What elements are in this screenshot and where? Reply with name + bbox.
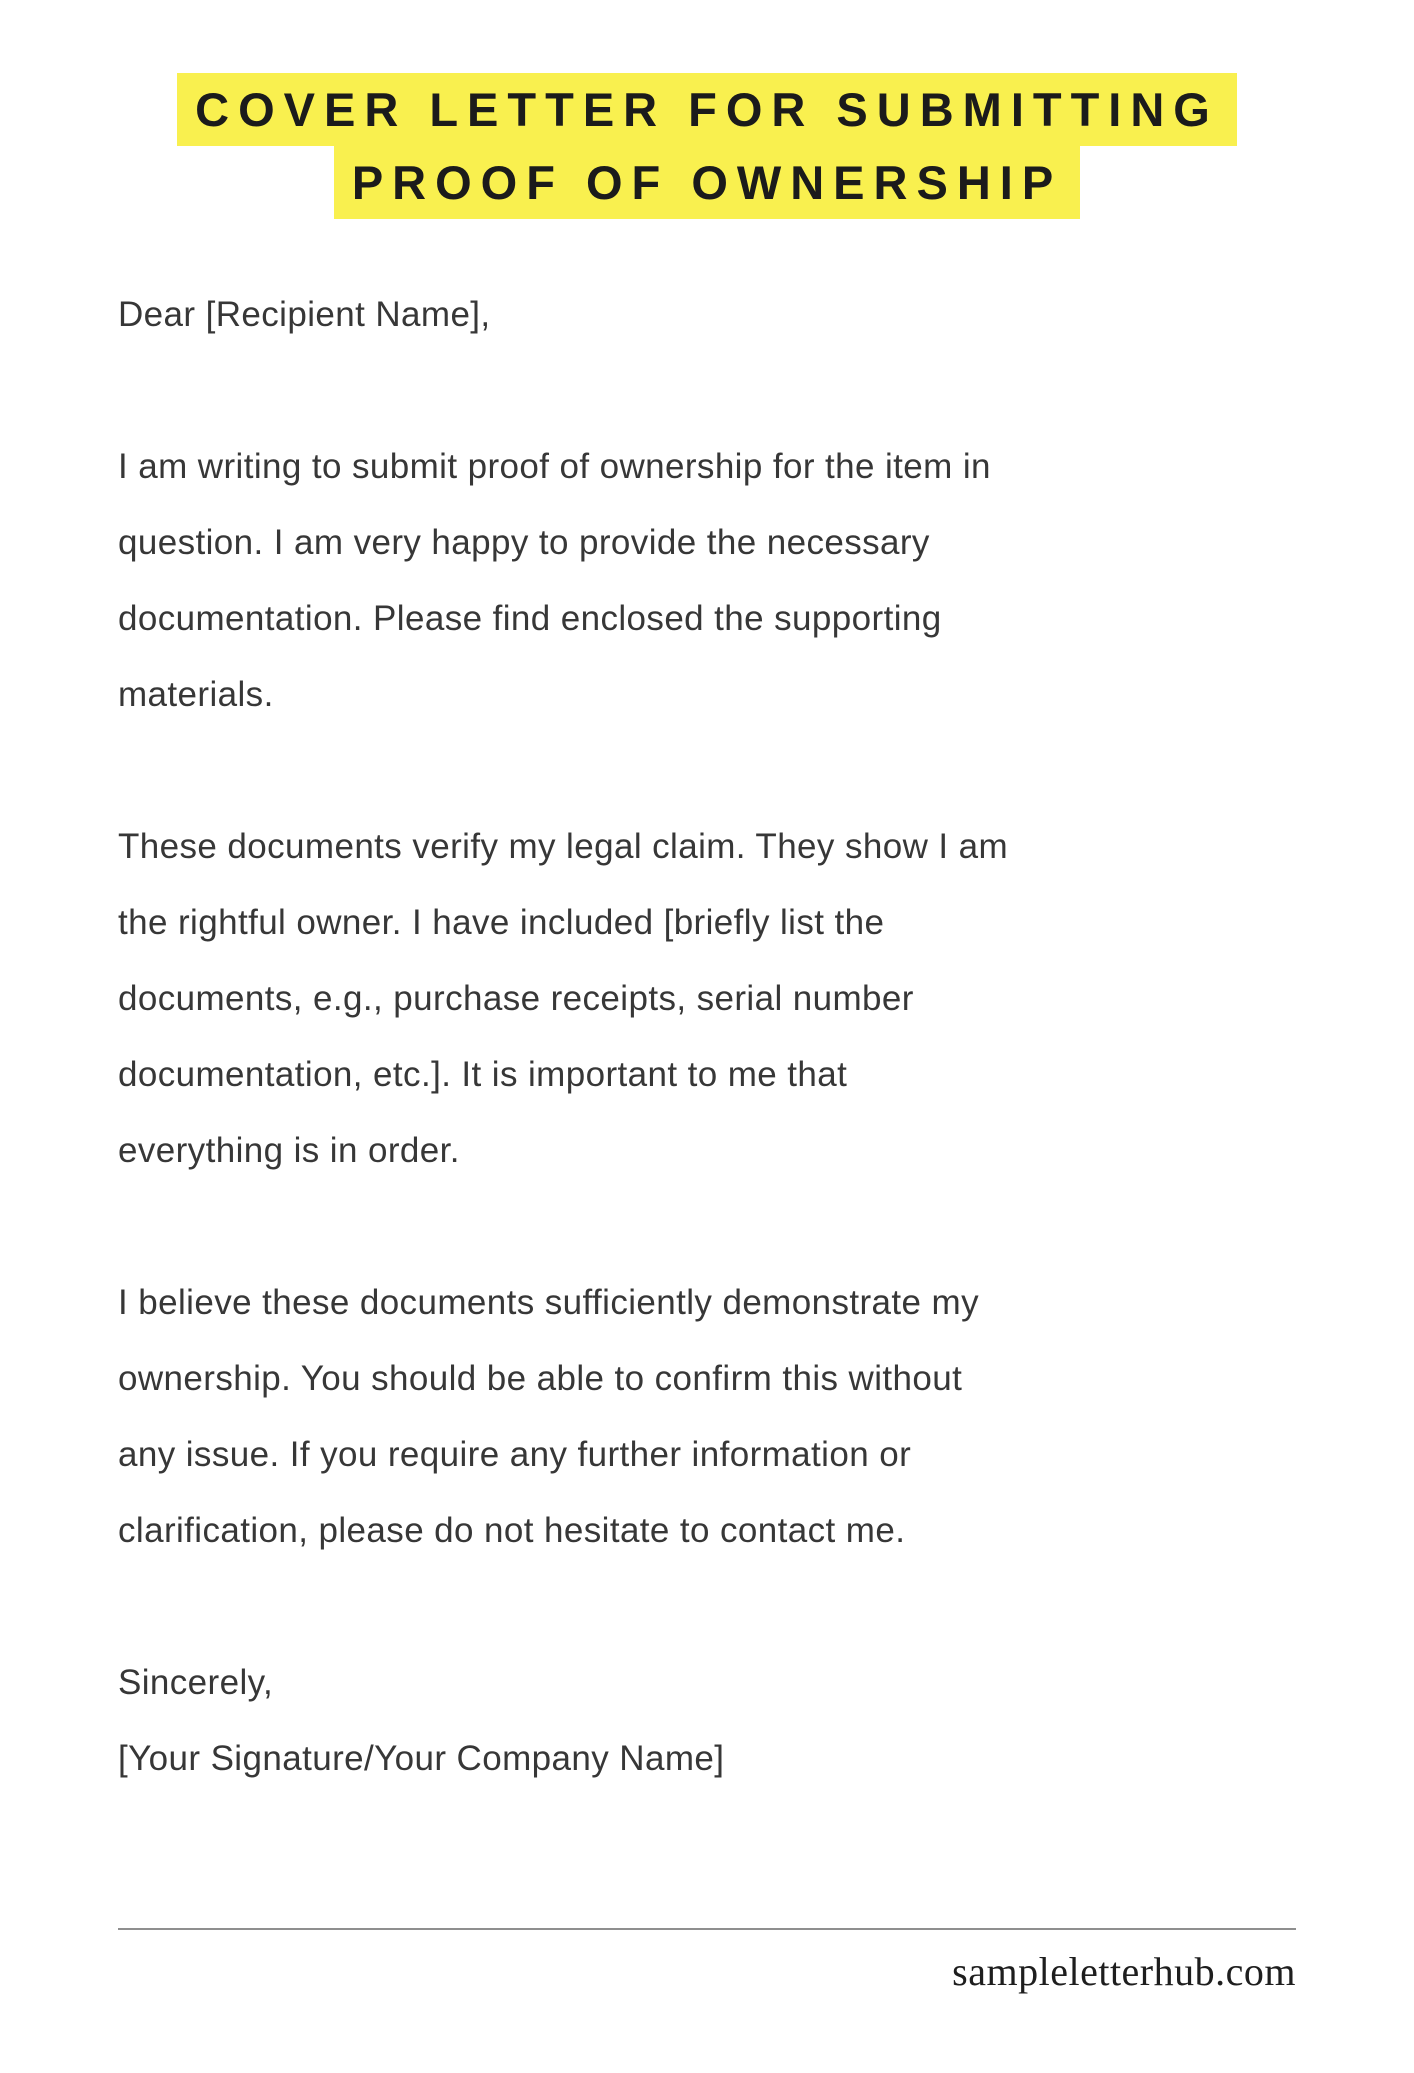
title-highlight-2: PROOF OF OWNERSHIP bbox=[334, 146, 1080, 219]
salutation: Dear [Recipient Name], bbox=[118, 295, 491, 334]
paragraph-1-line-1: I am writing to submit proof of ownership for the item in bbox=[118, 447, 991, 486]
closing-sincerely: Sincerely, bbox=[118, 1663, 274, 1702]
paragraph-2-line-4: documentation, etc.]. It is important to me that bbox=[118, 1055, 848, 1094]
paragraph-2-line-1: These documents verify my legal claim. They show I am bbox=[118, 827, 1009, 866]
letter-title bbox=[0, 73, 1414, 219]
letter-body bbox=[0, 277, 1414, 1797]
paragraph-2-line-3: documents, e.g., purchase receipts, serial number bbox=[118, 979, 914, 1018]
paragraph-1-line-2: question. I am very happy to provide the necessary bbox=[118, 523, 930, 562]
paragraph-3-line-2: ownership. You should be able to confirm this without bbox=[118, 1359, 963, 1398]
paragraph-2-line-5: everything is in order. bbox=[118, 1131, 460, 1170]
paragraph-2-line-2: the rightful owner. I have included [briefly list the bbox=[118, 903, 885, 942]
closing-block bbox=[118, 1645, 1296, 1797]
paragraph-2 bbox=[118, 809, 1296, 1189]
closing-signature-placeholder: [Your Signature/Your Company Name] bbox=[118, 1739, 725, 1778]
paragraph-1 bbox=[118, 429, 1296, 733]
title-highlight-1: COVER LETTER FOR SUBMITTING bbox=[177, 73, 1237, 146]
title-line-1 bbox=[0, 73, 1414, 146]
paragraph-3-line-4: clarification, please do not hesitate to contact me. bbox=[118, 1511, 906, 1550]
paragraph-3 bbox=[118, 1265, 1296, 1569]
letter-page bbox=[0, 73, 1414, 2073]
title-line-2 bbox=[0, 146, 1414, 219]
paragraph-1-line-4: materials. bbox=[118, 675, 274, 714]
footer-site-name: sampleletterhub.com bbox=[952, 1949, 1296, 1994]
page-footer bbox=[118, 1928, 1296, 1995]
footer-divider bbox=[118, 1928, 1296, 1930]
paragraph-1-line-3: documentation. Please find enclosed the supporting bbox=[118, 599, 942, 638]
paragraph-3-line-3: any issue. If you require any further information or bbox=[118, 1435, 912, 1474]
paragraph-3-line-1: I believe these documents sufficiently demonstrate my bbox=[118, 1283, 979, 1322]
